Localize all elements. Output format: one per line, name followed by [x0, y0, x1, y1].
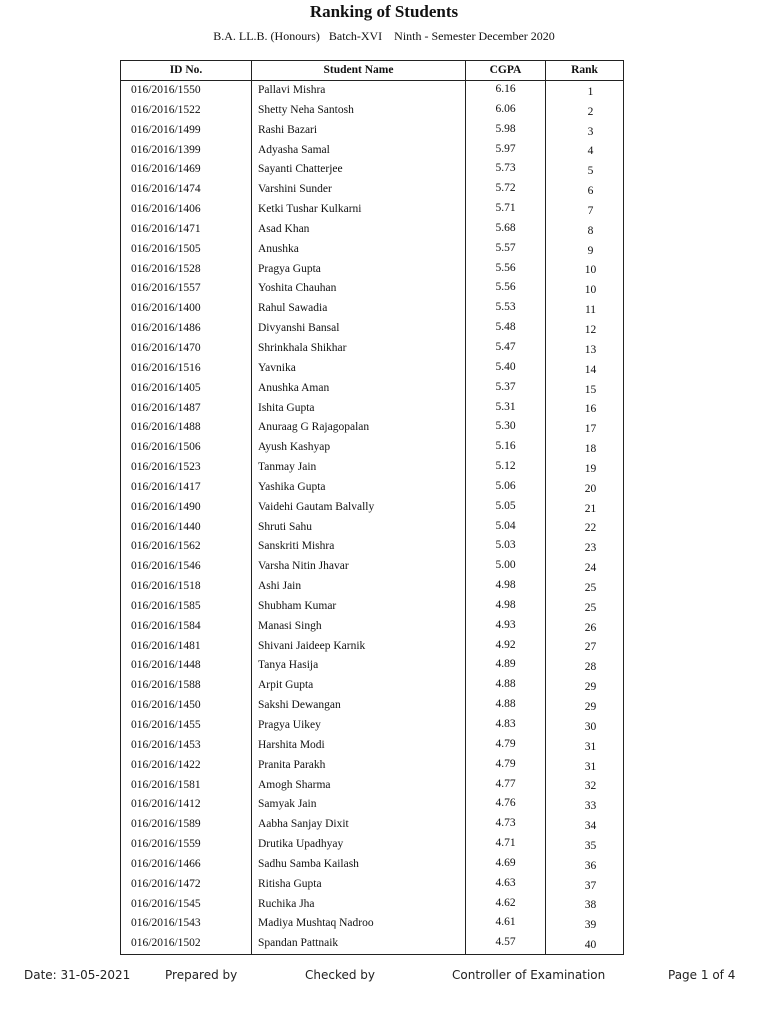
cell-student-name: Shruti Sahu — [252, 518, 466, 538]
cell-cgpa: 5.98 — [466, 121, 546, 141]
cell-student-name: Anushka Aman — [252, 379, 466, 399]
cell-id: 016/2016/1523 — [121, 458, 252, 478]
cell-cgpa: 4.73 — [466, 815, 546, 835]
cell-rank: 11 — [546, 299, 624, 319]
cell-id: 016/2016/1488 — [121, 418, 252, 438]
cell-rank: 10 — [546, 260, 624, 280]
cell-id: 016/2016/1502 — [121, 934, 252, 954]
cell-rank: 7 — [546, 200, 624, 220]
cell-cgpa: 5.48 — [466, 319, 546, 339]
table-row — [121, 200, 624, 220]
cell-id: 016/2016/1481 — [121, 637, 252, 657]
table-row — [121, 855, 624, 875]
cell-id: 016/2016/1469 — [121, 160, 252, 180]
cell-id: 016/2016/1455 — [121, 716, 252, 736]
cell-cgpa: 5.68 — [466, 220, 546, 240]
cell-student-name: Shetty Neha Santosh — [252, 101, 466, 121]
cell-cgpa: 4.79 — [466, 756, 546, 776]
table-row — [121, 696, 624, 716]
cell-student-name: Rashi Bazari — [252, 121, 466, 141]
cell-id: 016/2016/1406 — [121, 200, 252, 220]
cell-rank: 9 — [546, 240, 624, 260]
cell-rank: 38 — [546, 895, 624, 915]
cell-student-name: Sayanti Chatterjee — [252, 160, 466, 180]
cell-rank: 31 — [546, 756, 624, 776]
cell-rank: 20 — [546, 478, 624, 498]
cell-student-name: Ketki Tushar Kulkarni — [252, 200, 466, 220]
footer-date: Date: 31-05-2021 — [24, 968, 131, 982]
header-row — [121, 61, 624, 81]
cell-id: 016/2016/1584 — [121, 617, 252, 637]
cell-cgpa: 4.76 — [466, 795, 546, 815]
table-row — [121, 756, 624, 776]
cell-student-name: Spandan Pattnaik — [252, 934, 466, 954]
cell-student-name: Tanya Hasija — [252, 656, 466, 676]
cell-rank: 4 — [546, 141, 624, 161]
cell-cgpa: 4.57 — [466, 934, 546, 954]
table-header — [121, 61, 624, 81]
table-row — [121, 537, 624, 557]
table-row — [121, 121, 624, 141]
table-row — [121, 815, 624, 835]
cell-id: 016/2016/1400 — [121, 299, 252, 319]
cell-cgpa: 5.40 — [466, 359, 546, 379]
cell-id: 016/2016/1589 — [121, 815, 252, 835]
cell-rank: 13 — [546, 339, 624, 359]
cell-student-name: Pragya Gupta — [252, 260, 466, 280]
cell-cgpa: 4.92 — [466, 637, 546, 657]
cell-student-name: Shrinkhala Shikhar — [252, 339, 466, 359]
footer-checked-by: Checked by — [305, 968, 376, 982]
cell-cgpa: 4.98 — [466, 577, 546, 597]
cell-cgpa: 5.72 — [466, 180, 546, 200]
cell-cgpa: 5.47 — [466, 339, 546, 359]
footer-page-number: Page 1 of 4 — [668, 968, 736, 982]
cell-cgpa: 5.71 — [466, 200, 546, 220]
cell-cgpa: 4.88 — [466, 676, 546, 696]
header-student-name: Student Name — [252, 61, 466, 81]
cell-cgpa: 4.89 — [466, 656, 546, 676]
table-row — [121, 875, 624, 895]
cell-id: 016/2016/1466 — [121, 855, 252, 875]
cell-cgpa: 5.03 — [466, 537, 546, 557]
cell-cgpa: 4.61 — [466, 914, 546, 934]
table-row — [121, 776, 624, 796]
cell-rank: 21 — [546, 498, 624, 518]
cell-rank: 34 — [546, 815, 624, 835]
cell-cgpa: 5.56 — [466, 260, 546, 280]
table-row — [121, 498, 624, 518]
footer-controller: Controller of Examination — [452, 968, 606, 982]
document-subtitle: B.A. LL.B. (Honours) Batch-XVI Ninth - Semester December 2020 — [213, 29, 555, 43]
cell-id: 016/2016/1522 — [121, 101, 252, 121]
cell-rank: 22 — [546, 518, 624, 538]
cell-cgpa: 4.93 — [466, 617, 546, 637]
cell-rank: 28 — [546, 656, 624, 676]
cell-id: 016/2016/1559 — [121, 835, 252, 855]
cell-rank: 10 — [546, 279, 624, 299]
cell-rank: 32 — [546, 776, 624, 796]
cell-cgpa: 5.31 — [466, 399, 546, 419]
cell-student-name: Harshita Modi — [252, 736, 466, 756]
cell-student-name: Varshini Sunder — [252, 180, 466, 200]
cell-student-name: Vaidehi Gautam Balvally — [252, 498, 466, 518]
table-row — [121, 240, 624, 260]
cell-student-name: Yavnika — [252, 359, 466, 379]
document-title: Ranking of Students — [309, 2, 459, 21]
cell-student-name: Yashika Gupta — [252, 478, 466, 498]
cell-rank: 6 — [546, 180, 624, 200]
table-row — [121, 160, 624, 180]
table-row — [121, 914, 624, 934]
cell-student-name: Anushka — [252, 240, 466, 260]
cell-student-name: Yoshita Chauhan — [252, 279, 466, 299]
table-row — [121, 399, 624, 419]
cell-student-name: Ayush Kashyap — [252, 438, 466, 458]
cell-student-name: Varsha Nitin Jhavar — [252, 557, 466, 577]
page-footer — [0, 968, 768, 984]
cell-student-name: Pragya Uikey — [252, 716, 466, 736]
cell-id: 016/2016/1499 — [121, 121, 252, 141]
cell-id: 016/2016/1505 — [121, 240, 252, 260]
table-row — [121, 478, 624, 498]
cell-rank: 27 — [546, 637, 624, 657]
table-row — [121, 279, 624, 299]
cell-rank: 25 — [546, 577, 624, 597]
cell-id: 016/2016/1588 — [121, 676, 252, 696]
cell-rank: 5 — [546, 160, 624, 180]
table-row — [121, 81, 624, 101]
cell-rank: 2 — [546, 101, 624, 121]
table-row — [121, 418, 624, 438]
cell-student-name: Adyasha Samal — [252, 141, 466, 161]
cell-student-name: Pranita Parakh — [252, 756, 466, 776]
cell-student-name: Sanskriti Mishra — [252, 537, 466, 557]
cell-id: 016/2016/1543 — [121, 914, 252, 934]
cell-rank: 3 — [546, 121, 624, 141]
table-row — [121, 141, 624, 161]
cell-cgpa: 5.12 — [466, 458, 546, 478]
cell-student-name: Manasi Singh — [252, 617, 466, 637]
cell-student-name: Arpit Gupta — [252, 676, 466, 696]
cell-student-name: Rahul Sawadia — [252, 299, 466, 319]
cell-id: 016/2016/1417 — [121, 478, 252, 498]
cell-student-name: Tanmay Jain — [252, 458, 466, 478]
cell-id: 016/2016/1422 — [121, 756, 252, 776]
cell-id: 016/2016/1557 — [121, 279, 252, 299]
cell-student-name: Divyanshi Bansal — [252, 319, 466, 339]
cell-id: 016/2016/1472 — [121, 875, 252, 895]
cell-rank: 24 — [546, 557, 624, 577]
table-row — [121, 676, 624, 696]
cell-student-name: Ritisha Gupta — [252, 875, 466, 895]
table-row — [121, 518, 624, 538]
cell-cgpa: 4.83 — [466, 716, 546, 736]
cell-id: 016/2016/1516 — [121, 359, 252, 379]
header-id: ID No. — [121, 61, 252, 81]
cell-rank: 17 — [546, 418, 624, 438]
cell-id: 016/2016/1550 — [121, 81, 252, 101]
cell-rank: 18 — [546, 438, 624, 458]
cell-cgpa: 4.63 — [466, 875, 546, 895]
table-row — [121, 339, 624, 359]
table-row — [121, 656, 624, 676]
cell-rank: 19 — [546, 458, 624, 478]
table-row — [121, 180, 624, 200]
cell-rank: 30 — [546, 716, 624, 736]
cell-cgpa: 5.00 — [466, 557, 546, 577]
cell-student-name: Ruchika Jha — [252, 895, 466, 915]
table-row — [121, 220, 624, 240]
cell-student-name: Sakshi Dewangan — [252, 696, 466, 716]
cell-rank: 12 — [546, 319, 624, 339]
ranking-table — [120, 60, 624, 955]
header-rank: Rank — [546, 61, 624, 81]
cell-cgpa: 4.62 — [466, 895, 546, 915]
cell-id: 016/2016/1506 — [121, 438, 252, 458]
table-row — [121, 716, 624, 736]
cell-id: 016/2016/1474 — [121, 180, 252, 200]
cell-rank: 29 — [546, 676, 624, 696]
cell-rank: 39 — [546, 914, 624, 934]
cell-id: 016/2016/1448 — [121, 656, 252, 676]
cell-id: 016/2016/1546 — [121, 557, 252, 577]
table-row — [121, 577, 624, 597]
cell-id: 016/2016/1562 — [121, 537, 252, 557]
cell-cgpa: 6.16 — [466, 81, 546, 101]
cell-student-name: Drutika Upadhyay — [252, 835, 466, 855]
cell-id: 016/2016/1490 — [121, 498, 252, 518]
cell-cgpa: 4.71 — [466, 835, 546, 855]
table-row — [121, 835, 624, 855]
cell-id: 016/2016/1470 — [121, 339, 252, 359]
cell-rank: 40 — [546, 934, 624, 954]
cell-cgpa: 5.73 — [466, 160, 546, 180]
cell-rank: 36 — [546, 855, 624, 875]
cell-rank: 8 — [546, 220, 624, 240]
cell-id: 016/2016/1471 — [121, 220, 252, 240]
cell-cgpa: 5.97 — [466, 141, 546, 161]
cell-student-name: Ashi Jain — [252, 577, 466, 597]
cell-student-name: Shivani Jaideep Karnik — [252, 637, 466, 657]
cell-student-name: Pallavi Mishra — [252, 81, 466, 101]
cell-cgpa: 4.69 — [466, 855, 546, 875]
cell-id: 016/2016/1405 — [121, 379, 252, 399]
cell-cgpa: 4.79 — [466, 736, 546, 756]
cell-rank: 31 — [546, 736, 624, 756]
table-row — [121, 637, 624, 657]
table-row — [121, 895, 624, 915]
cell-student-name: Anuraag G Rajagopalan — [252, 418, 466, 438]
cell-rank: 29 — [546, 696, 624, 716]
cell-cgpa: 4.77 — [466, 776, 546, 796]
cell-cgpa: 5.05 — [466, 498, 546, 518]
cell-rank: 33 — [546, 795, 624, 815]
cell-id: 016/2016/1453 — [121, 736, 252, 756]
cell-student-name: Ishita Gupta — [252, 399, 466, 419]
table-row — [121, 736, 624, 756]
cell-cgpa: 6.06 — [466, 101, 546, 121]
cell-rank: 37 — [546, 875, 624, 895]
table-row — [121, 299, 624, 319]
cell-cgpa: 4.98 — [466, 597, 546, 617]
cell-id: 016/2016/1450 — [121, 696, 252, 716]
cell-rank: 26 — [546, 617, 624, 637]
cell-rank: 25 — [546, 597, 624, 617]
cell-id: 016/2016/1528 — [121, 260, 252, 280]
table-row — [121, 379, 624, 399]
cell-cgpa: 5.06 — [466, 478, 546, 498]
footer-prepared-by: Prepared by — [165, 968, 238, 982]
cell-student-name: Asad Khan — [252, 220, 466, 240]
table-row — [121, 438, 624, 458]
cell-id: 016/2016/1487 — [121, 399, 252, 419]
table-row — [121, 359, 624, 379]
table-row — [121, 934, 624, 954]
cell-id: 016/2016/1399 — [121, 141, 252, 161]
table-row — [121, 101, 624, 121]
cell-student-name: Sadhu Samba Kailash — [252, 855, 466, 875]
cell-cgpa: 5.37 — [466, 379, 546, 399]
cell-cgpa: 5.57 — [466, 240, 546, 260]
table-body — [121, 81, 624, 955]
table-row — [121, 597, 624, 617]
header-cgpa: CGPA — [466, 61, 546, 81]
table-row — [121, 795, 624, 815]
table-row — [121, 557, 624, 577]
cell-id: 016/2016/1585 — [121, 597, 252, 617]
table-row — [121, 319, 624, 339]
cell-cgpa: 5.56 — [466, 279, 546, 299]
cell-student-name: Amogh Sharma — [252, 776, 466, 796]
cell-id: 016/2016/1518 — [121, 577, 252, 597]
cell-rank: 23 — [546, 537, 624, 557]
cell-cgpa: 5.16 — [466, 438, 546, 458]
cell-rank: 15 — [546, 379, 624, 399]
cell-id: 016/2016/1545 — [121, 895, 252, 915]
cell-cgpa: 5.04 — [466, 518, 546, 538]
cell-id: 016/2016/1440 — [121, 518, 252, 538]
cell-cgpa: 5.53 — [466, 299, 546, 319]
table-row — [121, 458, 624, 478]
table-row — [121, 260, 624, 280]
cell-rank: 14 — [546, 359, 624, 379]
cell-student-name: Shubham Kumar — [252, 597, 466, 617]
cell-student-name: Aabha Sanjay Dixit — [252, 815, 466, 835]
cell-rank: 1 — [546, 81, 624, 101]
cell-id: 016/2016/1412 — [121, 795, 252, 815]
table-row — [121, 617, 624, 637]
cell-cgpa: 4.88 — [466, 696, 546, 716]
cell-rank: 35 — [546, 835, 624, 855]
cell-student-name: Samyak Jain — [252, 795, 466, 815]
cell-rank: 16 — [546, 399, 624, 419]
cell-student-name: Madiya Mushtaq Nadroo — [252, 914, 466, 934]
cell-cgpa: 5.30 — [466, 418, 546, 438]
cell-id: 016/2016/1486 — [121, 319, 252, 339]
cell-id: 016/2016/1581 — [121, 776, 252, 796]
